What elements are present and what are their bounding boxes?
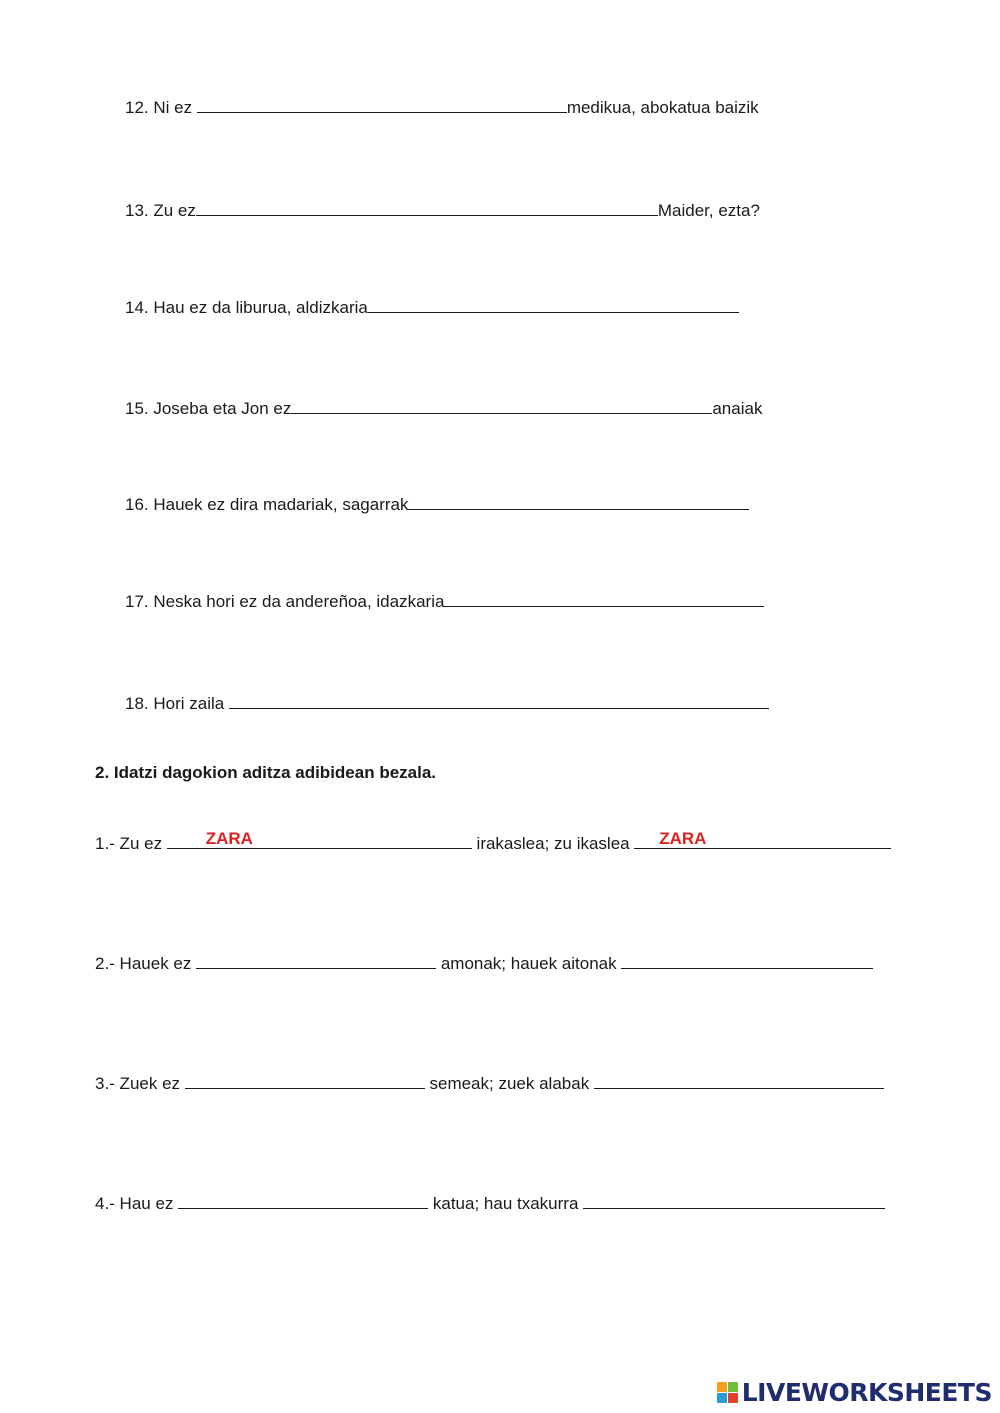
logo-tile-e (728, 1393, 738, 1403)
logo-tile-v (717, 1393, 727, 1403)
exercise-2-1 (95, 829, 891, 854)
exercise-17-prompt: 17. Neska hori ez da andereñoa, idazkaria (125, 592, 445, 611)
exercise-2-4 (95, 1192, 885, 1214)
exercise-14 (125, 296, 739, 318)
example-answer-1: ZARA (205, 829, 253, 848)
exercise-14-prompt: 14. Hau ez da liburua, aldizkaria (125, 298, 368, 317)
logo-mark-icon (717, 1382, 738, 1403)
logo-tile-l (717, 1382, 727, 1392)
example-answer-2: ZARA (659, 829, 707, 848)
logo-tile-i (728, 1382, 738, 1392)
exercise-18 (125, 692, 769, 714)
exercise-12-suffix: medikua, abokatua baizik (566, 98, 759, 117)
exercise-2-2-blank-2[interactable] (621, 952, 873, 969)
exercise-17 (125, 590, 764, 612)
exercise-2-2 (95, 952, 873, 974)
section-2-heading: 2. Idatzi dagokion aditza adibidean bezala. (95, 763, 437, 782)
logo-text: LIVEWORKSHEETS (741, 1377, 992, 1407)
exercise-2-3-middle: semeak; zuek alabak (424, 1074, 594, 1093)
exercise-16 (125, 493, 749, 515)
exercise-18-blank[interactable] (229, 692, 769, 709)
exercise-13-suffix: Maider, ezta? (657, 201, 760, 220)
exercise-2-2-blank-1[interactable] (196, 952, 436, 969)
exercise-2-1-blank-2[interactable] (634, 829, 891, 849)
exercise-17-blank[interactable] (444, 590, 764, 607)
exercise-2-1-prompt: 1.- Zu ez (95, 834, 167, 853)
exercise-2-3-blank-2[interactable] (594, 1072, 884, 1089)
exercise-2-2-prompt: 2.- Hauek ez (95, 954, 197, 973)
exercise-18-prompt: 18. Hori zaila (125, 694, 229, 713)
exercise-2-4-prompt: 4.- Hau ez (95, 1194, 179, 1213)
exercise-13-blank[interactable] (196, 199, 658, 216)
exercise-16-prompt: 16. Hauek ez dira madariak, sagarrak (125, 495, 409, 514)
exercise-15 (125, 397, 762, 419)
exercise-15-suffix: anaiak (712, 399, 763, 418)
exercise-14-blank[interactable] (368, 296, 739, 313)
exercise-12-prompt: 12. Ni ez (125, 98, 197, 117)
exercise-2-3-blank-1[interactable] (185, 1072, 425, 1089)
exercise-2-4-blank-1[interactable] (178, 1192, 428, 1209)
exercise-12 (125, 96, 759, 118)
exercise-13 (125, 199, 760, 221)
exercise-2-3-prompt: 3.- Zuek ez (95, 1074, 185, 1093)
exercise-2-3 (95, 1072, 884, 1094)
exercise-2-1-middle: irakaslea; zu ikaslea (471, 834, 635, 853)
exercise-2-2-middle: amonak; hauek aitonak (436, 954, 622, 973)
exercise-12-blank[interactable] (197, 96, 567, 113)
exercise-15-prompt: 15. Joseba eta Jon ez (125, 399, 292, 418)
liveworksheets-logo (717, 1377, 992, 1407)
exercise-15-blank[interactable] (291, 397, 712, 414)
exercise-2-4-blank-2[interactable] (583, 1192, 885, 1209)
exercise-13-prompt: 13. Zu ez (125, 201, 196, 220)
exercise-16-blank[interactable] (408, 493, 749, 510)
exercise-2-1-blank-1[interactable] (167, 829, 472, 849)
exercise-2-4-middle: katua; hau txakurra (428, 1194, 584, 1213)
